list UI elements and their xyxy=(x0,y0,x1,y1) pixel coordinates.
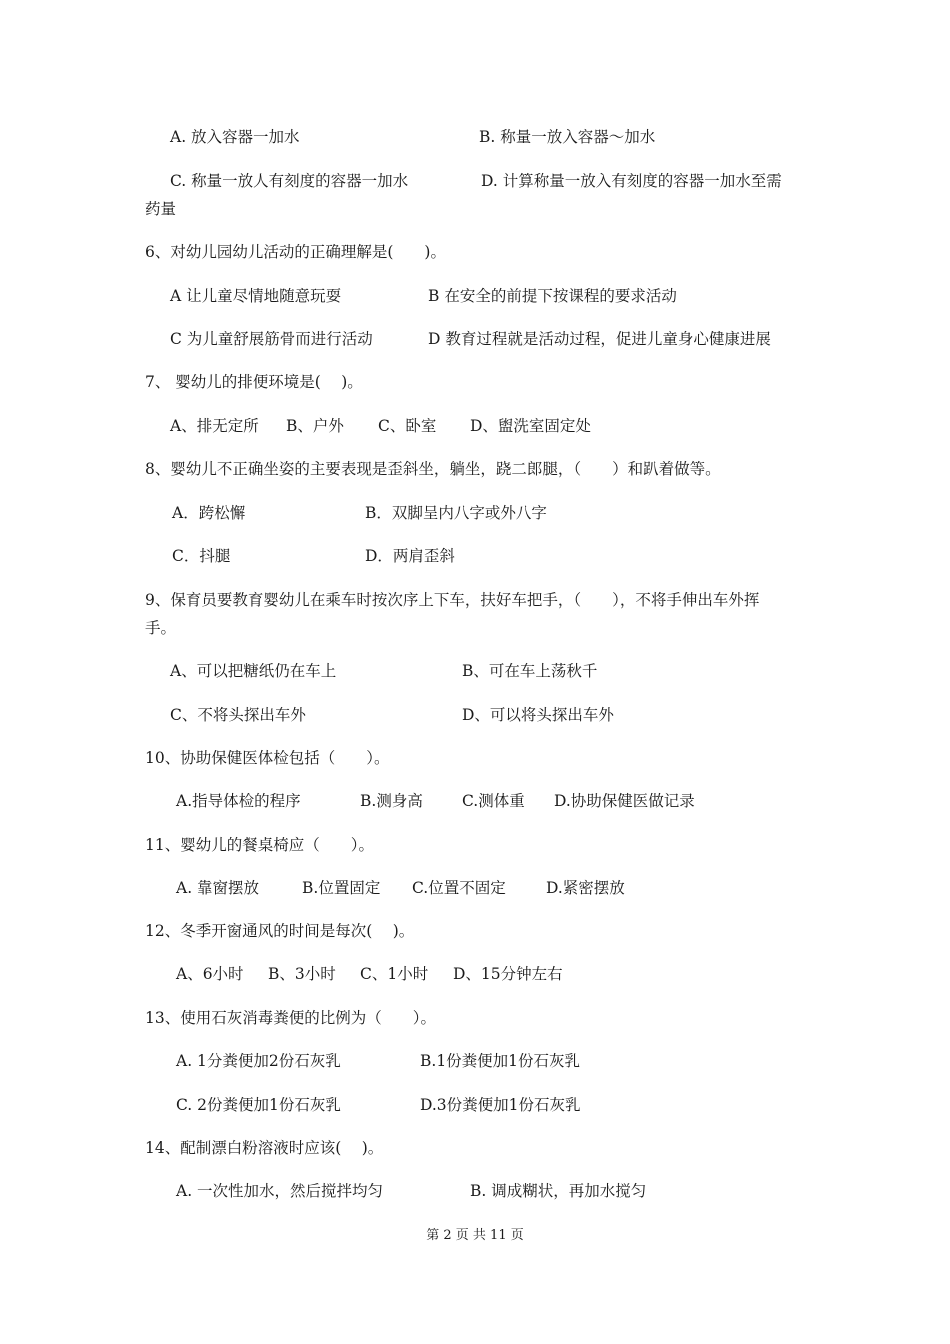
q6-option-d: D 教育过程就是活动过程，促进儿童身心健康进展 xyxy=(428,330,771,348)
page-footer: 第 2 页 共 11 页 xyxy=(426,1228,524,1243)
q12-option-d: D、15分钟左右 xyxy=(453,965,563,983)
q11-option-c: C.位置不固定 xyxy=(412,879,506,897)
q8-option-c: C．抖腿 xyxy=(172,547,231,565)
q10-option-b: B.测身高 xyxy=(360,792,423,810)
q11-option-b: B.位置固定 xyxy=(302,879,381,897)
q6-option-c: C 为儿童舒展筋骨而进行活动 xyxy=(170,330,373,348)
q9-option-c: C、不将头探出车外 xyxy=(170,706,306,724)
q9-option-a: A、可以把糖纸仍在车上 xyxy=(170,662,337,680)
q12-option-a: A、6小时 xyxy=(176,965,244,983)
q9-option-d: D、可以将头探出车外 xyxy=(462,706,614,724)
q11-question: 11、婴幼儿的餐桌椅应（ ）。 xyxy=(145,836,374,854)
q6-question: 6、对幼儿园幼儿活动的正确理解是( )。 xyxy=(145,243,446,261)
q11-option-a: A. 靠窗摆放 xyxy=(176,879,260,897)
q13-question: 13、使用石灰消毒粪便的比例为（ ）。 xyxy=(145,1009,436,1027)
q11-option-d: D.紧密摆放 xyxy=(546,879,625,897)
q14-question: 14、配制漂白粉溶液时应该( )。 xyxy=(145,1139,384,1157)
q13-option-c: C. 2份粪便加1份石灰乳 xyxy=(176,1096,341,1114)
q9-question-cont: 手。 xyxy=(145,619,177,637)
q10-question: 10、协助保健医体检包括（ ）。 xyxy=(145,749,390,767)
q6-option-a: A 让儿童尽情地随意玩耍 xyxy=(170,287,342,305)
q7-option-c: C、卧室 xyxy=(378,417,437,435)
q14-option-b: B. 调成糊状，再加水搅匀 xyxy=(470,1182,647,1200)
q8-option-b: B．双脚呈内八字或外八字 xyxy=(365,504,547,522)
q5-option-b: B. 称量一放入容器～加水 xyxy=(479,128,656,146)
q10-option-a: A.指导体检的程序 xyxy=(176,792,301,810)
q14-option-a: A. 一次性加水，然后搅拌均匀 xyxy=(176,1182,384,1200)
q10-option-c: C.测体重 xyxy=(462,792,525,810)
q13-option-a: A. 1分粪便加2份石灰乳 xyxy=(176,1052,341,1070)
q12-option-c: C、1小时 xyxy=(360,965,429,983)
q8-option-d: D．两肩歪斜 xyxy=(365,547,455,565)
q5-option-d: D. 计算称量一放入有刻度的容器一加水至需 xyxy=(481,172,782,190)
q10-option-d: D.协助保健医做记录 xyxy=(554,792,695,810)
q12-question: 12、冬季开窗通风的时间是每次( )。 xyxy=(145,922,415,940)
q8-option-a: A．跨松懈 xyxy=(172,504,246,522)
q8-question: 8、婴幼儿不正确坐姿的主要表现是歪斜坐，躺坐，跷二郎腿，（ ）和趴着做等。 xyxy=(145,460,721,478)
q9-option-b: B、可在车上荡秋千 xyxy=(462,662,598,680)
q5-option-a: A. 放入容器一加水 xyxy=(170,128,300,146)
q7-option-d: D、盥洗室固定处 xyxy=(470,417,591,435)
q9-question: 9、保育员要教育婴幼儿在乘车时按次序上下车，扶好车把手，（ ），不将手伸出车外挥 xyxy=(145,591,760,609)
q7-option-a: A、排无定所 xyxy=(170,417,259,435)
q5-option-c: C. 称量一放人有刻度的容器一加水 xyxy=(170,172,409,190)
q13-option-b: B.1份粪便加1份石灰乳 xyxy=(420,1052,581,1070)
q7-question: 7、 婴幼儿的排便环境是( )。 xyxy=(145,373,363,391)
q6-option-b: B 在安全的前提下按课程的要求活动 xyxy=(428,287,677,305)
q5-option-d-cont: 药量 xyxy=(145,200,177,218)
q12-option-b: B、3小时 xyxy=(268,965,336,983)
q7-option-b: B、户外 xyxy=(286,417,344,435)
q13-option-d: D.3份粪便加1份石灰乳 xyxy=(420,1096,581,1114)
